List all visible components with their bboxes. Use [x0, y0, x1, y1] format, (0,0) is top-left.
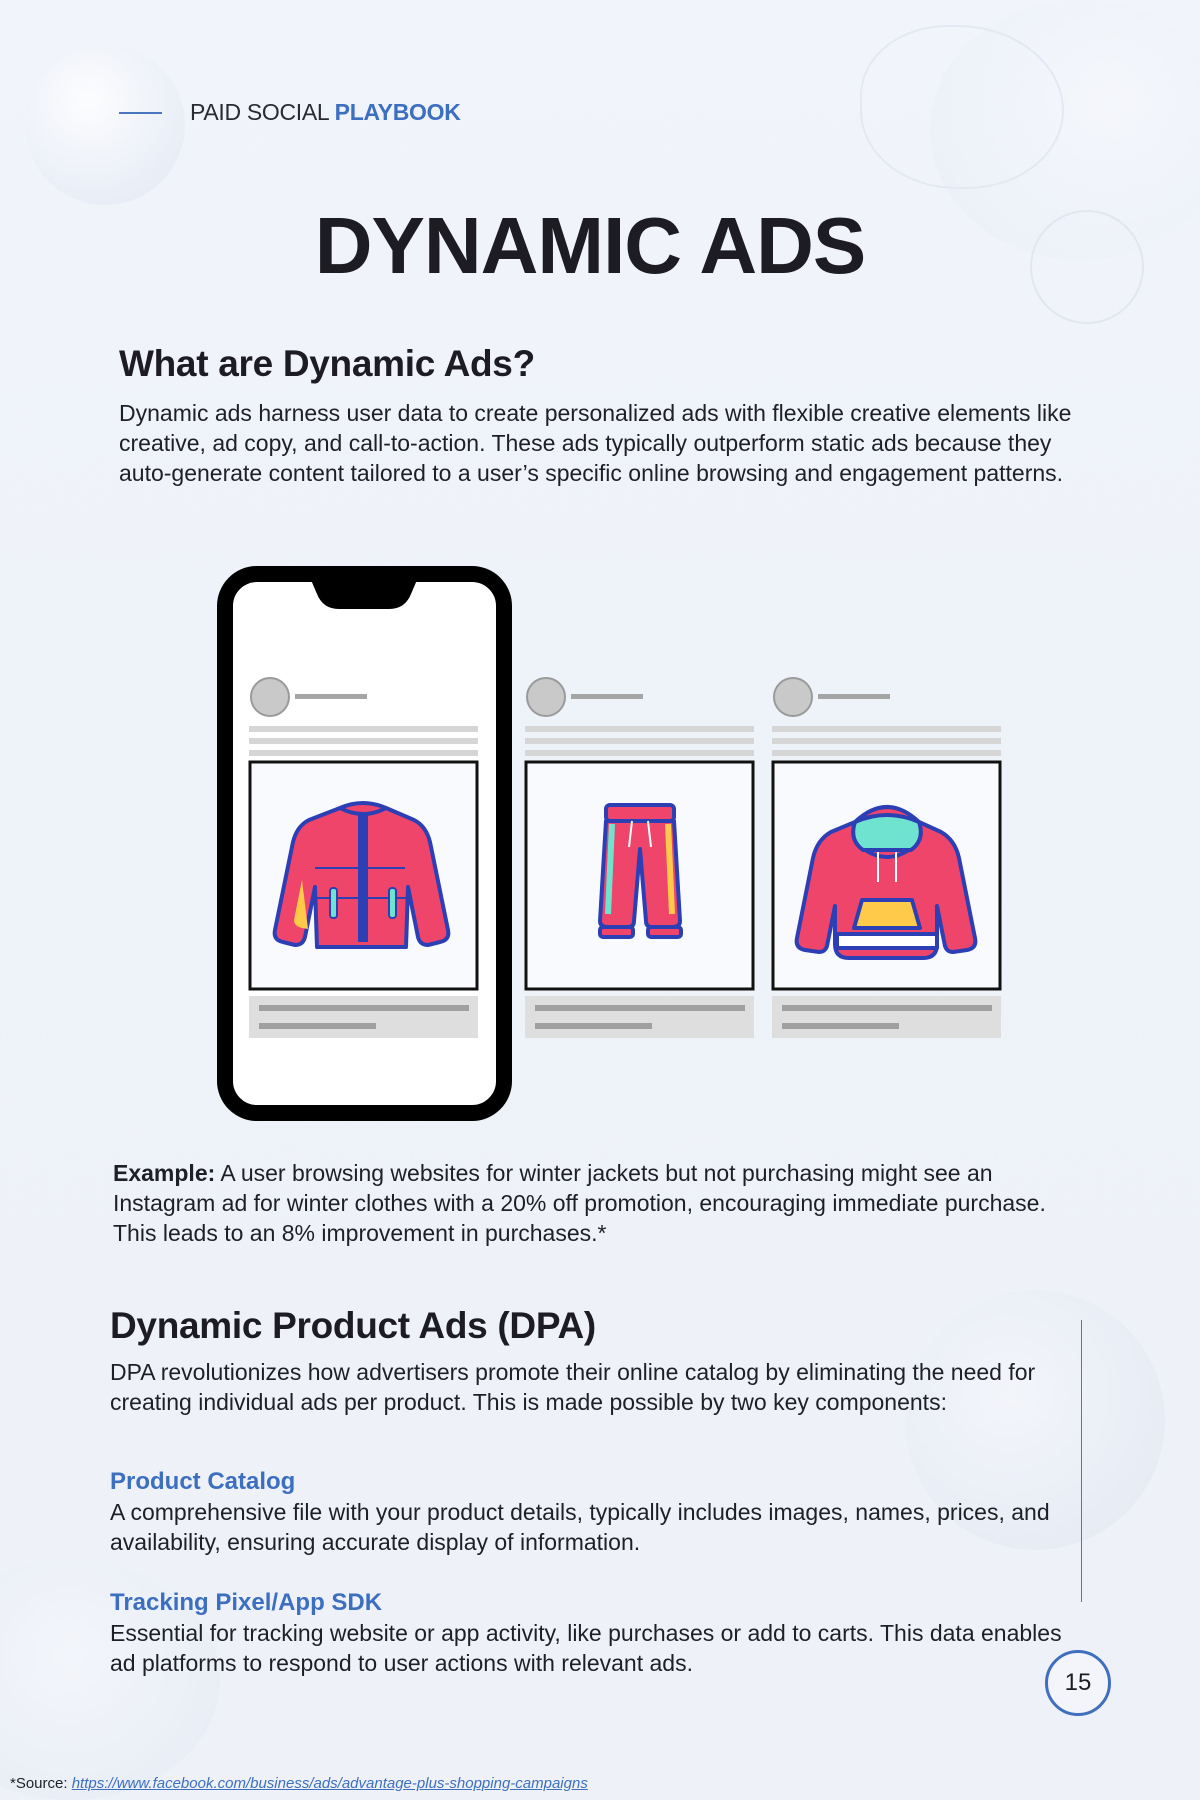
ad-card-3 — [772, 678, 1001, 1038]
example-label: Example: — [113, 1160, 216, 1186]
header-title — [190, 99, 461, 126]
section-heading-dpa: Dynamic Product Ads (DPA) — [110, 1305, 596, 1346]
source-link[interactable]: https://www.facebook.com/business/ads/advantage-plus-shopping-campaigns — [71, 1775, 588, 1792]
header-prefix: PAID SOCIAL — [190, 99, 329, 125]
vertical-divider — [1081, 1320, 1082, 1602]
hoodie-icon — [797, 807, 976, 958]
header — [119, 99, 461, 126]
jacket-icon — [275, 803, 449, 947]
tracking-pixel-text: Essential for tracking website or app activity, like purchases or add to carts. This data enables ad platforms to respond to user actions with relevant ads. — [110, 1620, 1062, 1676]
section-heading-what-are-dynamic-ads: What are Dynamic Ads? — [119, 343, 535, 384]
header-rule — [119, 112, 162, 114]
example-text: A user browsing websites for winter jackets but not purchasing might see an Instagram ad for winter clothes with a 20% off promotion, encouraging immediate purchase. This leads to an 8% improvement in purchases.* — [113, 1160, 1046, 1246]
dpa-body: DPA revolutionizes how advertisers promote their online catalog by eliminating the need for creating individual ads per product. This is made possible by two key components: — [110, 1359, 1036, 1415]
header-accent: PLAYBOOK — [334, 99, 461, 125]
source-label: *Source: — [10, 1775, 72, 1792]
pants-icon — [600, 805, 681, 937]
page-number: 15 — [1045, 1650, 1111, 1716]
example-paragraph — [113, 1158, 1053, 1248]
tracking-pixel-heading: Tracking Pixel/App SDK — [110, 1589, 383, 1616]
product-catalog-text: A comprehensive file with your product details, typically includes images, names, prices, and availability, ensuring accurate display of information. — [110, 1499, 1050, 1555]
product-catalog-heading: Product Catalog — [110, 1468, 296, 1495]
page-title: DYNAMIC ADS — [314, 201, 866, 290]
source-footnote — [10, 1775, 588, 1792]
section-body: Dynamic ads harness user data to create personalized ads with flexible creative elements like creative, ad copy, and call-to-action. These ads typically outperform static ads because they auto-generate content tailored to a user’s specific online browsing and engagement patterns. — [119, 400, 1072, 486]
phone-icon — [225, 566, 504, 1113]
ad-card-2 — [525, 678, 754, 1038]
ad-card-1 — [249, 678, 478, 1038]
